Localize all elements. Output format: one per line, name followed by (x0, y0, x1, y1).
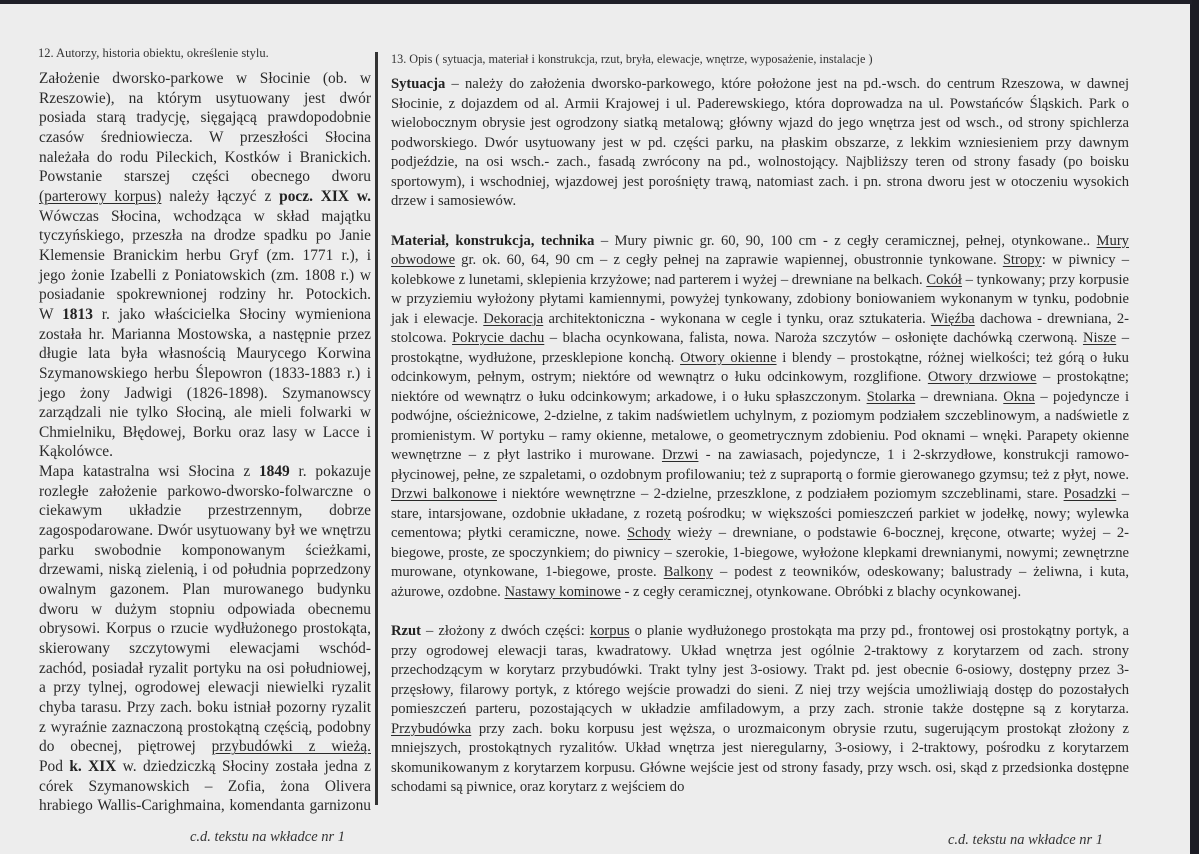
text-run: – podest z teowników, odeskowany; balustrady – żeliwna, i kuta, ażurowe, ozdobne. (391, 564, 1130, 600)
underlined-term: przybudówki z wieżą. (211, 738, 371, 756)
underlined-term: Schody (627, 525, 671, 541)
description-text (391, 75, 1129, 798)
text-run: W (39, 305, 63, 323)
paragraph-gap (391, 212, 1129, 232)
bold-term: 1849 (258, 463, 290, 481)
history-paragraph (39, 305, 371, 462)
text-run: – tynkowany; przy korpusie w przyziemiu wyłożony płytami kamiennymi, powyżej tynkowany, zdobiony boniowaniem wykonanym w tynku, podobnie jak i elewacje. (391, 271, 1129, 327)
text-run: i niektóre wewnętrzne – 2-dzielne, przeszklone, z podziałem poziomym szczeblinami, stare. (496, 486, 1064, 502)
continuation-note-left: c.d. tekstu na wkładce nr 1 (190, 829, 346, 845)
text-run: w. dziedziczką Słociny została jedna z córek Szymanowskich – Zofia, żona Olivera hrabiego Wallis-Carighmaina, komendanta garnizonu (39, 757, 371, 815)
description-section (391, 232, 1129, 603)
text-run: – stare, intarsjowane, ozdobnie układane, z rozetą pośrodku; w większości pomieszczeń parkiet w jodełkę, nowy; wylewka cementowa; płytki ceramiczne, nowe. (391, 486, 1129, 541)
history-paragraph (39, 69, 371, 305)
bold-term: Sytuacja (391, 76, 446, 92)
continuation-note-right: c.d. tekstu na wkładce nr 1 (948, 832, 1104, 848)
text-run: – złożony z dwóch części: (421, 623, 590, 639)
underlined-term: Dekoracja (483, 310, 544, 327)
text-run: Wówczas Słocina, wchodząca w skład majątku tyczyńskiego, przeszła na drodze spadku po Janie Klemensie Branickim herbu Gryf (zm. 1771 r.), i jego żonie Izabelli z Poniatowskich (zm. 1808 r.) w posiadanie spokrewnionej rodziny hr. Potockich. (39, 207, 371, 304)
text-run: o planie wydłużonego prostokąta ma przy pd., frontowej osi prostokątny portyk, a przy ogrodowej elewacji taras, kwadratowy. Układ wnętrza jest ogólnie 2-traktowy z korytarzem od zach. strony przechodzącym w korytarz przybudówki. Trakt tylny jest 3-osiowy. Trakt pd. jest obecnie 6-osiowy, dostępny przez 3-przęsłowy, filarowy portyk, z którego wejście prowadzi do sieni. Z niej trzy wejścia umożliwiają dostęp do pozostałych pomieszczeń parteru, pozostających w układzie amfiladowym, a przy zach. stronie także dostępne są z korytarza. (391, 623, 1129, 717)
underlined-term: Więźba (930, 310, 975, 327)
underlined-term: Przybudówka (391, 720, 472, 737)
history-text (39, 69, 371, 816)
right-column-description (391, 52, 1129, 798)
text-run: r. pokazuje rozległe założenie parkowo-dworsko-folwarczne o ciekawym układzie przestrzennym, dobrze zagospodarowane. Dwór usytuowany był we wnętrzu parku swobodnie komponowanym ścieżkami, drzewami, niską zielenią, i od południa poprzedzony owalnym gazonem. Plan murowanego budynku dworu w dużym stopniu odpowiada obecnemu obrysowi. Korpus o rzucie wydłużonego prostokąta, skierowany szczytowymi elewacjami wschód-zachód, posiadał ryzalit portyku na osi południowej, a przy tylnej, ogrodowej elewacji niewielki ryzalit chyba tarasu. Przy zach. boku istniał pozorny ryzalit z wyraźnie zaznaczoną prostokątną częścią, podobny do obecnej, piętrowej (39, 463, 371, 756)
text-run: przy zach. boku korpusu jest węższa, o urozmaiconym obrysie rzutu, sugerującym prostokąt złożony z mniejszych, prostokątnych ryzalitów. Układ wnętrza jest nieregularny, 3-osiowy, i 2-traktowy, pośrodku z korytarzem skomunikowanym z korytarzem korpusu. Główne wejście jest od strony fasady, przy wsch. osi, skąd z przedsionka dostępne schodami są piwnice, oraz korytarz z wejściem do (391, 720, 1129, 795)
underlined-term: Okna (1003, 388, 1035, 405)
underlined-term: Otwory drzwiowe (927, 369, 1037, 385)
bold-term: Rzut (391, 623, 421, 639)
underlined-term: Pokrycie dachu (452, 330, 545, 346)
underlined-term: Drzwi (661, 447, 699, 463)
underlined-term: Drzwi balkonowe (391, 486, 497, 502)
text-run: – należy do założenia dworsko-parkowego, które położone jest na pd.-wsch. do centrum Rzeszowa, w dawnej Słocinie, z dojazdem od al. Armii Krajowej i ul. Paderewskiego, która doprowadza na ul. Powstańców Śląskich. Park o wielobocznym obrysie jest ogrodzony siatką metalową; główny wjazd do jego wnętrza jest od wsch., od strony spichlerza podworskiego. Dwór usytuowany jest w pd. części parku, na płaskim obszarze, z lekkim wzniesieniem przy dawnym podjeździe, na osi wsch.- zach., fasadą zwrócony na pd., wolnostojący. Najbliższy teren od strony fasady (po boisku sportowym), i wschodniej, wjazdowej jest porośnięty trawą, natomiast zach. i pn. strona dworu jest w otoczeniu wysokich drzew i samosiewów. (391, 76, 1129, 209)
text-run: – prostokątne, wydłużone, przesklepione konchą. (391, 330, 1129, 366)
text-run: r. jako właścicielka Słociny wymieniona została hr. Marianna Mostowska, a następnie przez długie lata była własnością Maurycego Korwina Szymanowskiego herbu Ślepowron (1833-1883 r.) i jego żony Jadwigi (1826-1898). Szymanowscy zarządzali nie tylko Słociną, ale mieli folwarki w Chmielniku, Błędowej, Borku oraz lasy w Lacce i Kąkolówce. (39, 305, 371, 461)
description-section (391, 622, 1129, 798)
underlined-term: Cokół (926, 271, 962, 288)
underlined-term: (parterowy korpus) (39, 187, 162, 205)
text-run: Założenie dworsko-parkowe w Słocinie (ob. w Rzeszowie), na którym usytuowany jest dwór posiada starą tradycję, sięgającą prawdopodobnie czasów średniowiecza. W przeszłości Słocina należała do rodu Pileckich, Kostków i Branickich. Powstanie starszej części obecnego dworu (39, 70, 371, 186)
section-12-heading: 12. Autorzy, historia obiektu, określenie stylu. (38, 46, 269, 60)
text-run: dachowa - drewniana, 2-stolcowa. (391, 310, 1129, 346)
text-run: - z cegły ceramicznej, otynkowane. Obróbki z blachy ocynkowanej. (620, 583, 1022, 600)
text-run: i blendy – prostokątne, różnej wielkości; też górą o łuku odcinkowym, pełnym, ostrym; niektóre od wewnątrz o łuku odcinkowym, rozglifione. (391, 349, 1129, 385)
text-run: architektoniczna - wykonana w cegle i tynku, oraz sztukateria. (543, 310, 931, 327)
text-run: - na zawiasach, pojedyncze, 1 i 2-skrzydłowe, konstrukcji ramowo-płycinowej, pełne, ze szpaletami, o ozdobnym profilowaniu; też z supraportą o formie gierowanego gzymsu; też z płyt, nowe. (391, 447, 1129, 483)
left-column-history (39, 46, 371, 816)
text-run: – drewniana. (915, 388, 1004, 405)
history-paragraph (39, 462, 371, 757)
column-divider (375, 52, 378, 805)
text-run: – Mury piwnic gr. 60, 90, 100 cm - z cegły ceramicznej, pełnej, otynkowane.. (594, 232, 1097, 249)
underlined-term: Balkony (663, 564, 714, 580)
underlined-term: Posadzki (1063, 486, 1117, 502)
bold-term: pocz. XIX w. (279, 187, 371, 205)
underlined-term: Mury obwodowe (391, 232, 1129, 268)
text-run: Mapa katastralna wsi Słocina z (39, 463, 259, 481)
description-section (391, 75, 1129, 212)
history-paragraph (39, 757, 371, 816)
text-run: – pojedyncze i podwójne, ościeżnicowe, 2-dzielne, z takim nadświetlem uchylnym, z poziomym podziałem szczeblinowym, a nadświetle z promienistym. W portyku – ramy okienne, metalowe, o geometrycznym zdobieniu. Pod oknami – wnęki. Parapety okienne wewnętrzne – z płyt lastriko i murowane. (391, 388, 1129, 463)
underlined-term: Otwory okienne (680, 349, 777, 366)
text-run: Pod (39, 757, 70, 775)
bold-term: Materiał, konstrukcja, technika (391, 232, 595, 249)
text-run: należy łączyć z (161, 187, 280, 205)
section-13-heading: 13. Opis ( sytuacja, materiał i konstrukcja, rzut, bryła, elewacje, wnętrze, wyposażenie, instalacje ) (391, 52, 873, 66)
bold-term: 1813 (62, 305, 93, 323)
text-run: – prostokątne; niektóre od wewnątrz o łuku odcinkowym; arkadowe, i o łuku spłaszczonym. (391, 369, 1129, 405)
text-run: – blacha ocynkowana, falista, nowa. Naroża szczytów – osłonięte dachówką czerwoną. (544, 330, 1083, 346)
underlined-term: Nastawy kominowe (504, 583, 621, 600)
underlined-term: Stropy (1002, 252, 1042, 268)
text-run: gr. ok. 60, 64, 90 cm – z cegły pełnej na zaprawie wapiennej, obustronnie tynkowane. (455, 252, 1003, 268)
paragraph-gap (391, 602, 1129, 622)
underlined-term: korpus (589, 623, 630, 639)
text-run: : w piwnicy – kolebkowe z lunetami, sklepienia krzyżowe; nad parterem i wyżej – drewniane na belkach. (391, 252, 1130, 288)
bold-term: k. XIX (69, 757, 117, 775)
text-run: wieży – drewniane, o podstawie 6-bocznej, kręcone, otwarte; wyżej – 2-biegowe, proste, ze spoczynkiem; do piwnicy – szerokie, 1-biegowe, wyłożone klepkami drewnianymi, nowymi; zewnętrzne murowane, otynkowane, 1-biegowe, proste. (391, 525, 1129, 580)
underlined-term: Stolarka (866, 388, 916, 405)
underlined-term: Nisze (1082, 330, 1117, 346)
scan-edge-right (1192, 0, 1199, 854)
